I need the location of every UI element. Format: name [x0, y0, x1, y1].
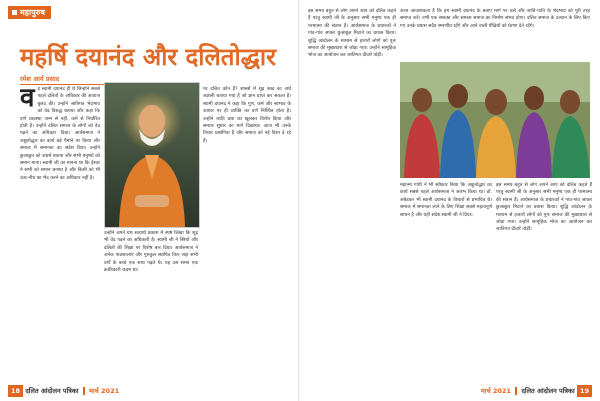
right-col1-text: इस समय बहुत से लोग अपने आप को दलित कहते हैं परंतु स्वामी जी के अनुसार सभी मनुष्य एक ही परमात्मा की संतान हैं। आर्यसमाज के प्रचारकों ने गांव-गांव जाकर छुआछूत मिटाने का प्रयास किया। शुद्धि आंदोलन के माध्यम से हजारों लोगों को पुनः समाज की मुख्यधारा से जोड़ा गया। उन्होंने सामूहिक भोज का आयोजन कर जातिगत दीवारें तोड़ीं।: [308, 9, 396, 59]
left-col2-text: उन्होंने अपने ग्रंथ सत्यार्थ प्रकाश में स्पष्ट लिखा कि शूद्र भी वेद पढ़ने का अधिकारी है। स्वामी जी ने स्त्रियों और दलितों की शिक्षा पर विशेष बल दिया। आर्यसमाज ने अनेक पाठशालाएं और गुरुकुल स्थापित किए जहां सभी वर्गों के बच्चे एक साथ पढ़ते थे। यह उस समय एक क्रांतिकारी कदम था।: [104, 231, 198, 274]
group-photo-illustration: [400, 62, 590, 178]
right-column-top: [400, 8, 590, 58]
right-col3b-text: इस समय बहुत से लोग अपने आप को दलित कहते हैं परंतु स्वामी जी के अनुसार सभी मनुष्य एक ही परमात्मा की संतान हैं। आर्यसमाज के प्रचारकों ने गांव-गांव जाकर छुआछूत मिटाने का प्रयास किया। शुद्धि आंदोलन के माध्यम से हजारों लोगों को पुनः समाज की मुख्यधारा से जोड़ा गया। उन्होंने सामूहिक भोज का आयोजन कर जातिगत दीवारें तोड़ीं।: [496, 183, 592, 233]
section-square-icon: [12, 10, 17, 15]
right-col2-text: महात्मा गांधी ने भी स्वीकार किया कि अछूतोद्धार का कार्य सबसे पहले आर्यसमाज ने आरंभ किया था। डॉ. अंबेडकर भी स्वामी दयानंद के विचारों से प्रभावित थे। समाज में समानता लाने के लिए शिक्षा सबसे महत्वपूर्ण साधन है और यही संदेश स्वामी जी ने दिया।: [400, 183, 492, 218]
page-number-left: 18: [8, 385, 23, 397]
portrait-illustration: [105, 83, 199, 227]
right-column-1: [308, 8, 396, 382]
publication-name-right: दलित आंदोलन पत्रिका: [521, 387, 575, 395]
right-page: [300, 0, 600, 401]
left-column-2: [104, 230, 198, 382]
left-column-3: [203, 86, 291, 382]
portrait-image: [104, 82, 200, 228]
left-col1-text: ह स्वामी दयानंद ही थे जिन्होंने सबसे पहले दलितों के अधिकार की आवाज बुलंद की। उन्होंने जातिगत भेदभाव को वेद विरुद्ध बताया और कहा कि वर्ण व्यवस्था जन्म से नहीं, कर्म से निर्धारित होती है। उन्होंने दलित समाज के लोगों को वेद पढ़ने का अधिकार दिया। आर्यसमाज ने अछूतोद्धार का कार्य बड़े पैमाने पर किया और समाज में समानता का संदेश दिया। उन्होंने छुआछूत को अधर्म बताया और सभी मनुष्यों को समान माना। स्वामी जी का मानना था कि ईश्वर ने सभी को समान बनाया है और किसी को भी ऊंच-नीच का भेद करने का अधिकार नहीं है।: [20, 87, 100, 181]
byline: रमेश आर्य प्रसाद: [20, 74, 120, 85]
right-column-2: [400, 182, 492, 382]
issue-month-left: मार्च 2021: [89, 387, 120, 395]
footer-separator-right: [515, 387, 517, 395]
page-number-right: 19: [577, 385, 592, 397]
left-col3-text: पर दलित कौन हैं? शास्त्रों में शूद्र शब्द का अर्थ अज्ञानी बताया गया है जो ज्ञान प्राप्त कर सकता है। स्वामी दयानंद ने कहा कि गुण, कर्म और स्वभाव के आधार पर ही व्यक्ति का वर्ण निश्चित होता है। उन्होंने जाति प्रथा का खुलकर विरोध किया और समाज सुधार का मार्ग दिखाया। आज भी उनके विचार प्रासंगिक हैं और समाज को नई दिशा दे रहे हैं।: [203, 87, 291, 144]
article-headline: महर्षि दयानंद और दलितोद्धार: [20, 43, 276, 71]
drop-cap: व: [20, 86, 35, 113]
footer-left: [8, 385, 119, 397]
footer-separator-left: [83, 387, 85, 395]
publication-name-left: दलित आंदोलन पत्रिका: [25, 387, 79, 395]
right-column-3: [496, 182, 592, 382]
footer-right: [481, 385, 592, 397]
section-tag-label: महापुरुष: [20, 8, 46, 17]
section-tag: [8, 6, 51, 19]
right-col3-text: आज आवश्यकता है कि हम स्वामी दयानंद के बताए मार्ग पर चलें और जाति-पाति के भेदभाव को पूरी तरह समाप्त करें। तभी एक सशक्त और समरस समाज का निर्माण संभव होगा। दलित समाज के उत्थान के लिए किए गए उनके प्रयास सदैव स्मरणीय रहेंगे और आने वाली पीढ़ियों को प्रेरणा देते रहेंगे।: [400, 9, 590, 29]
left-column-1: [20, 86, 100, 381]
women-group-photo: [400, 62, 590, 178]
issue-month-right: मार्च 2021: [480, 387, 511, 395]
